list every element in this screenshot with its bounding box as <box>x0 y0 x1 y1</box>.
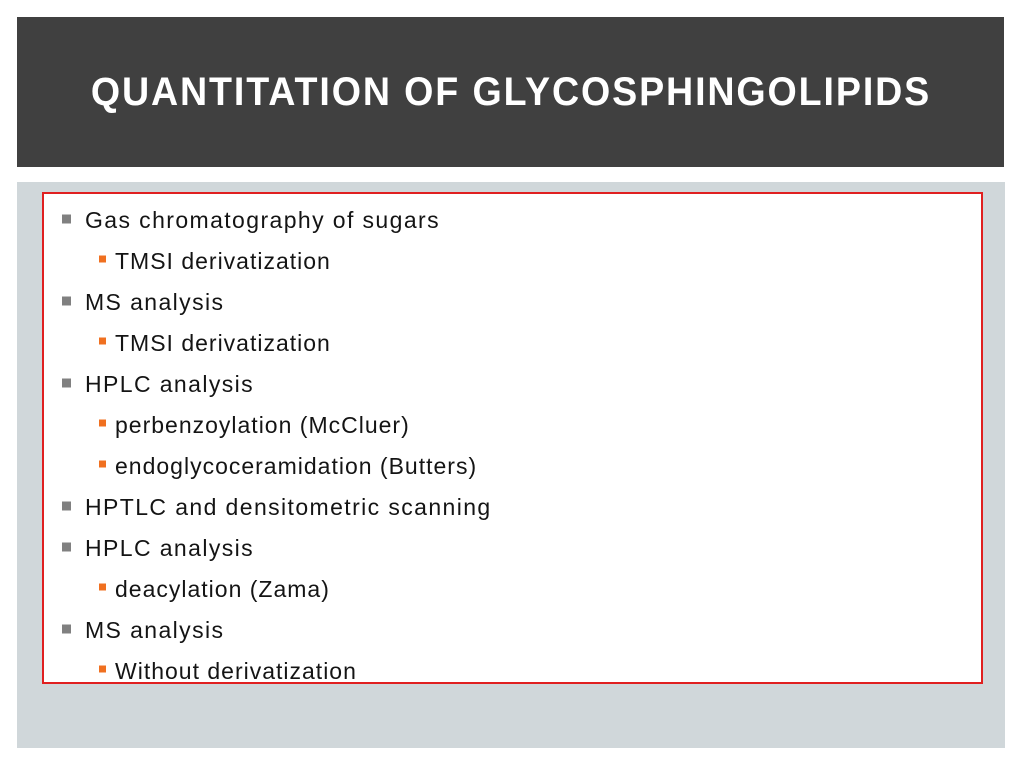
sub-bullet-item <box>44 405 981 446</box>
square-bullet-icon <box>62 214 71 223</box>
square-bullet-icon <box>62 624 71 633</box>
bullet-item <box>44 200 981 241</box>
sub-bullet-item <box>44 651 981 692</box>
title-bar <box>17 17 1004 167</box>
square-bullet-icon <box>99 255 106 262</box>
bullet-text: Gas chromatography of sugars <box>85 207 440 233</box>
bullet-item <box>44 610 981 651</box>
bullet-list <box>44 200 981 692</box>
bullet-text: HPTLC and densitometric scanning <box>85 494 492 520</box>
square-bullet-icon <box>62 542 71 551</box>
sub-bullet-item <box>44 569 981 610</box>
sub-bullet-text: TMSI derivatization <box>115 330 331 356</box>
bullet-item <box>44 487 981 528</box>
square-bullet-icon <box>99 337 106 344</box>
sub-bullet-text: TMSI derivatization <box>115 248 331 274</box>
sub-bullet-text: deacylation (Zama) <box>115 576 330 602</box>
bullet-item <box>44 282 981 323</box>
content-area <box>17 182 1005 748</box>
square-bullet-icon <box>99 460 106 467</box>
sub-bullet-text: Without derivatization <box>115 658 357 684</box>
sub-bullet-text: perbenzoylation (McCluer) <box>115 412 410 438</box>
square-bullet-icon <box>99 665 106 672</box>
bullet-text: HPLC analysis <box>85 371 255 397</box>
sub-bullet-item <box>44 446 981 487</box>
highlighted-content-box <box>42 192 983 684</box>
square-bullet-icon <box>99 583 106 590</box>
bullet-item <box>44 528 981 569</box>
square-bullet-icon <box>99 419 106 426</box>
bullet-item <box>44 364 981 405</box>
bullet-text: MS analysis <box>85 289 225 315</box>
sub-bullet-item <box>44 323 981 364</box>
square-bullet-icon <box>62 378 71 387</box>
square-bullet-icon <box>62 501 71 510</box>
sub-bullet-text: endoglycoceramidation (Butters) <box>115 453 478 479</box>
slide-title: QUANTITATION OF GLYCOSPHINGOLIPIDS <box>90 69 931 114</box>
square-bullet-icon <box>62 296 71 305</box>
bullet-text: MS analysis <box>85 617 225 643</box>
bullet-text: HPLC analysis <box>85 535 255 561</box>
sub-bullet-item <box>44 241 981 282</box>
